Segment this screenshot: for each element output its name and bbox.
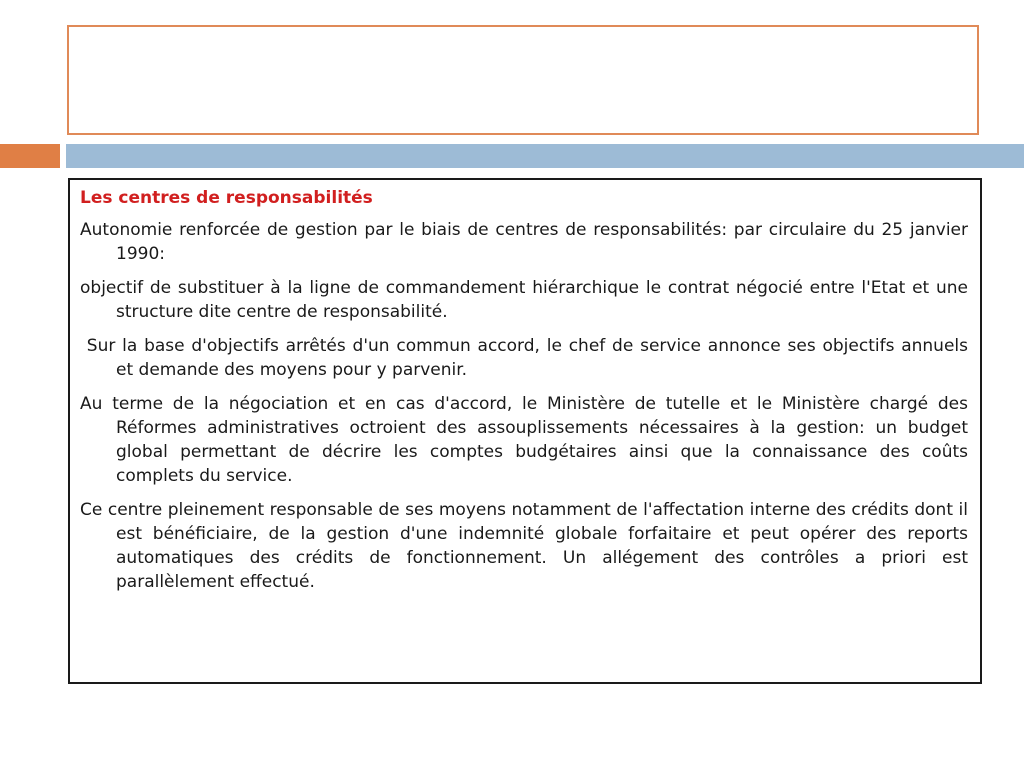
slide-title-box — [67, 25, 979, 135]
paragraph-negociation: Au terme de la négociation et en cas d'accord, le Ministère de tutelle et le Ministère chargé des Réformes administratives octroient des assouplissements nécessaires à la gestion: un budget global permettant de décrire les comptes budgétaires ainsi que la connaissance des coûts complets du service. — [80, 394, 968, 486]
paragraph-centre: Ce centre pleinement responsable de ses moyens notamment de l'affectation interne des crédits dont il est bénéficiaire, de la gestion d'une indemnité globale forfaitaire et peut opérer des reports automatiques des crédits de fonctionnement. Un allégement des contrôles a priori est parallèlement effectué. — [80, 500, 968, 592]
content-heading: Les centres de responsabilités — [80, 188, 373, 208]
paragraph-autonomie: Autonomie renforcée de gestion par le biais de centres de responsabilités: par circulaire du 25 janvier 1990: — [80, 220, 968, 264]
accent-band-orange — [0, 144, 60, 168]
slide-content-box — [68, 178, 982, 684]
accent-band-blue — [66, 144, 1024, 168]
paragraph-objectif: objectif de substituer à la ligne de commandement hiérarchique le contrat négocié entre l'Etat et une structure dite centre de responsabilité. — [80, 278, 968, 322]
paragraph-objectifs-annuels: Sur la base d'objectifs arrêtés d'un commun accord, le chef de service annonce ses objectifs annuels et demande des moyens pour y parvenir. — [80, 336, 974, 380]
